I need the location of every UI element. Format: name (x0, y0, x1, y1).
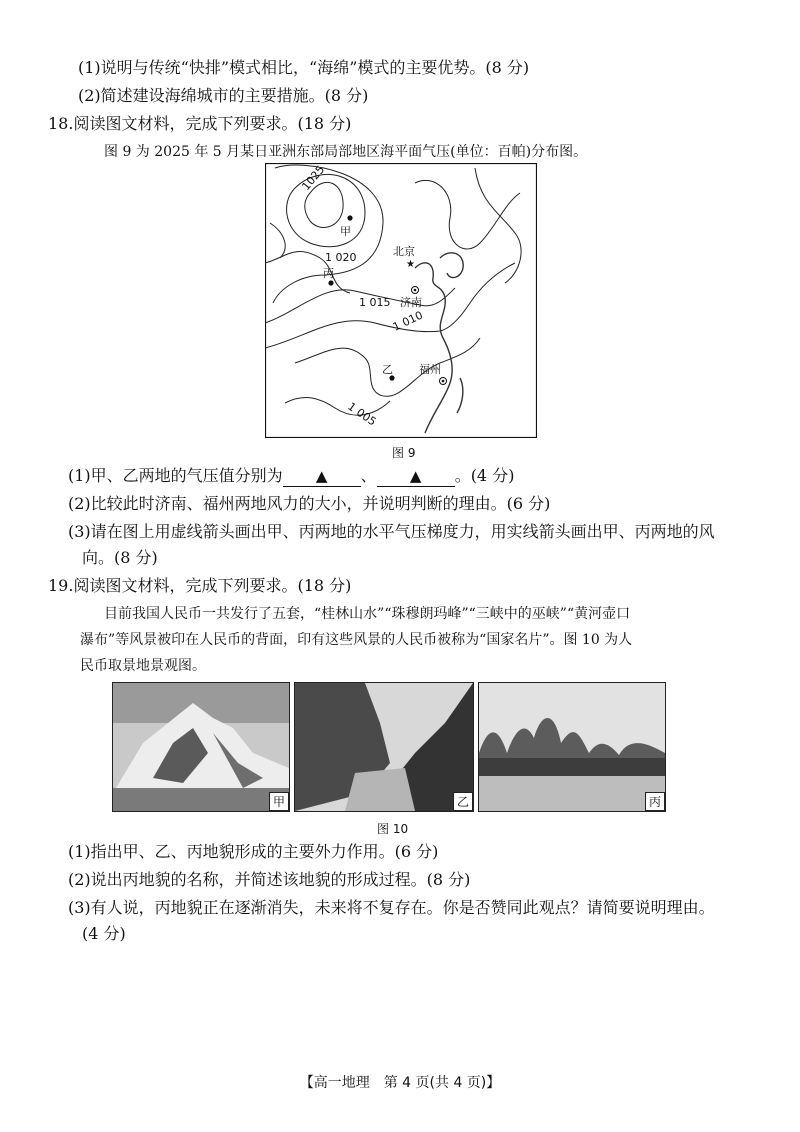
q19-title: 19.阅读图文材料，完成下列要求。(18 分) (48, 576, 352, 595)
q17-sub2: (2)简述建设海绵城市的主要措施。(8 分) (78, 86, 369, 105)
q18-sub3-line2: 向。(8 分) (82, 548, 158, 567)
map-caption: 图 9 (392, 446, 416, 460)
photo-jia-mountain (112, 682, 290, 812)
point-jia-dot (347, 215, 352, 220)
label-fuzhou: 福州 (419, 363, 441, 376)
q19-para-line2: 瀑布”等风景被印在人民币的背面，印有这些风景的人民币被称为“国家名片”。图 10 为人 (80, 632, 633, 648)
answer-blank-jia[interactable] (283, 466, 361, 487)
q19-para-line1: 目前我国人民币一共发行了五套，“桂林山水”“珠穆朗玛峰”“三峡中的巫峡”“黄河壶口 (104, 606, 631, 622)
q18-sub2: (2)比较此时济南、福州两地风力的大小，并说明判断的理由。(6 分) (68, 494, 551, 513)
page-footer: 【高一地理 第 4 页(共 4 页)】 (299, 1075, 501, 1091)
pressure-map (265, 163, 537, 438)
photo-tag-yi: 乙 (453, 792, 473, 811)
point-yi-dot (389, 375, 394, 380)
q18-title: 18.阅读图文材料，完成下列要求。(18 分) (48, 114, 352, 133)
q18-sub1-post: 。(4 分) (454, 466, 515, 485)
answer-blank-yi[interactable] (377, 466, 455, 487)
label-yi: 乙 (382, 363, 393, 376)
q18-sub1-sep: 、 (360, 466, 377, 485)
q19-para-line3: 民币取景地景观图。 (80, 658, 206, 674)
photos-caption: 图 10 (377, 822, 409, 836)
q19-sub2: (2)说出丙地貌的名称，并简述该地貌的形成过程。(8 分) (68, 870, 471, 889)
q18-sub1-pre: (1)甲、乙两地的气压值分别为 (68, 466, 283, 485)
iso-label-1020: 1 020 (325, 251, 357, 264)
label-bing: 丙 (323, 267, 334, 280)
label-jia: 甲 (340, 225, 351, 238)
point-bing-dot (328, 280, 333, 285)
q19-sub3-line2: (4 分) (82, 924, 126, 943)
label-beijing: 北京 (393, 245, 415, 258)
beijing-star-icon: ★ (406, 259, 415, 270)
triangle-icon: ▲ (409, 467, 422, 485)
photo-tag-bing: 丙 (645, 792, 665, 811)
q19-sub1: (1)指出甲、乙、丙地貌形成的主要外力作用。(6 分) (68, 842, 439, 861)
photo-tag-jia: 甲 (269, 792, 289, 811)
iso-label-1005: 1 005 (345, 399, 379, 429)
photo-yi-gorge (294, 682, 474, 812)
iso-label-1010: 1 010 (390, 308, 425, 334)
iso-label-1025: 1025 (299, 163, 328, 193)
q18-intro: 图 9 为 2025 年 5 月某日亚洲东部局部地区海平面气压(单位：百帕)分布图。 (104, 144, 588, 160)
q19-sub3-line1: (3)有人说，丙地貌正在逐渐消失，未来将不复存在。你是否赞同此观点？请简要说明理由。 (68, 898, 715, 917)
photo-bing-karst (478, 682, 666, 812)
q18-sub1 (68, 466, 514, 487)
triangle-icon: ▲ (315, 467, 328, 485)
iso-label-1015: 1 015 (359, 296, 391, 309)
q18-sub3-line1: (3)请在图上用虚线箭头画出甲、丙两地的水平气压梯度力，用实线箭头画出甲、丙两地的风 (68, 522, 715, 541)
label-jinan: 济南 (400, 296, 422, 309)
q17-sub1: (1)说明与传统“快排”模式相比，“海绵”模式的主要优势。(8 分) (78, 58, 530, 77)
